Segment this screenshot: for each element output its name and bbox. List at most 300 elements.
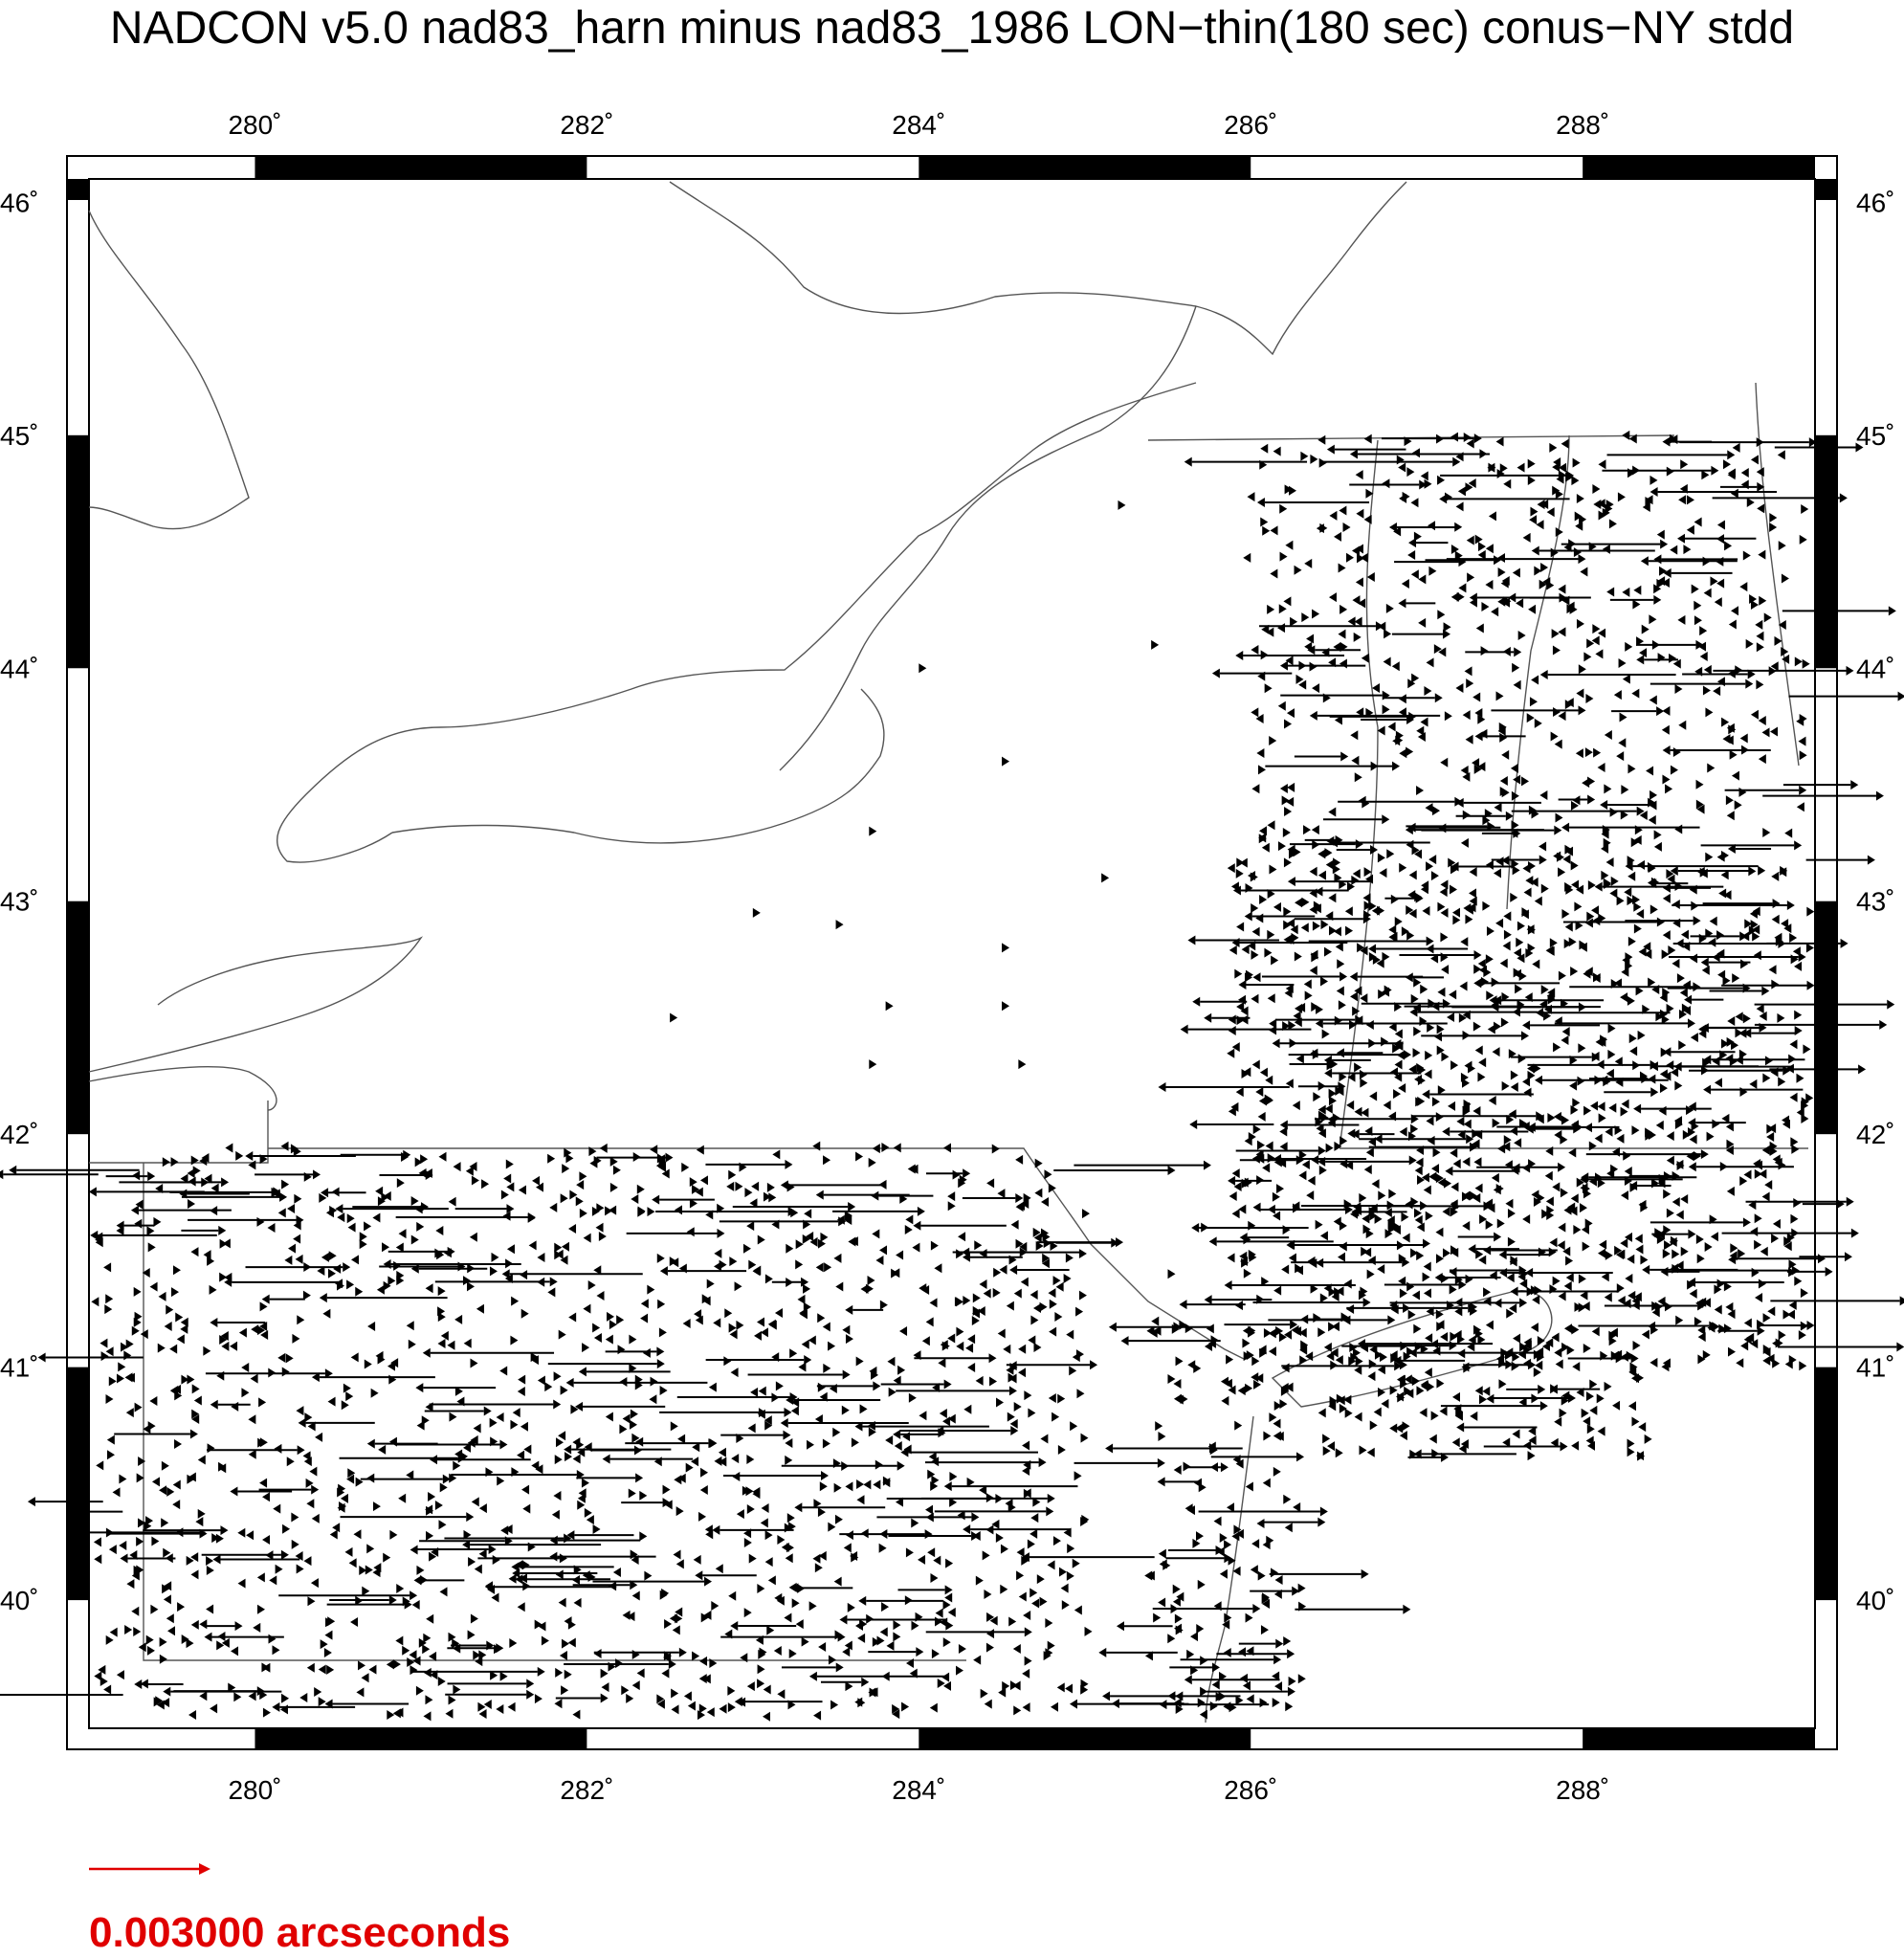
displacement-arrow — [208, 1443, 215, 1453]
displacement-arrow — [341, 1150, 411, 1160]
displacement-arrow — [1305, 990, 1313, 1000]
displacement-arrow — [1366, 1147, 1374, 1157]
displacement-arrow — [728, 1170, 736, 1180]
displacement-arrow — [771, 1392, 779, 1402]
frame-bar-left — [67, 435, 89, 668]
displacement-arrow — [1736, 1254, 1826, 1263]
displacement-arrow — [474, 1424, 481, 1434]
displacement-arrow — [1723, 459, 1731, 469]
displacement-arrow — [191, 1620, 199, 1630]
displacement-arrow — [1002, 1001, 1009, 1011]
displacement-arrow — [1312, 825, 1319, 834]
displacement-arrow — [1536, 1008, 1671, 1017]
displacement-arrow — [835, 1515, 843, 1524]
displacement-arrow — [1326, 1351, 1334, 1361]
displacement-arrow — [1417, 1097, 1425, 1106]
displacement-arrow — [1623, 1151, 1630, 1161]
displacement-arrow — [1252, 972, 1260, 982]
frame-bar-bottom — [919, 1728, 1251, 1749]
displacement-arrow — [1663, 1190, 1671, 1199]
displacement-arrow — [1322, 1434, 1330, 1443]
displacement-arrow — [172, 1500, 180, 1509]
displacement-arrow — [188, 1177, 196, 1187]
displacement-arrow — [1472, 1106, 1480, 1116]
displacement-arrow — [1367, 1269, 1375, 1279]
displacement-arrow — [1794, 1277, 1802, 1286]
displacement-arrow — [1067, 1544, 1074, 1553]
displacement-arrow — [1030, 1315, 1038, 1324]
displacement-arrow — [1494, 1022, 1501, 1032]
displacement-arrow — [1523, 533, 1531, 543]
displacement-arrow — [868, 1647, 923, 1657]
displacement-arrow — [230, 1342, 237, 1351]
displacement-arrow — [375, 1187, 383, 1196]
displacement-arrow — [1280, 784, 1288, 793]
displacement-arrow — [148, 1242, 156, 1252]
displacement-arrow — [956, 1327, 963, 1337]
displacement-arrow — [748, 1369, 851, 1379]
displacement-arrow — [387, 1276, 395, 1285]
displacement-arrow — [1053, 1276, 1061, 1285]
displacement-arrow — [1252, 1060, 1260, 1070]
displacement-arrow — [1291, 1257, 1409, 1267]
displacement-arrow — [393, 1261, 401, 1271]
displacement-arrow — [1497, 1219, 1505, 1229]
displacement-arrow — [1401, 1212, 1408, 1222]
displacement-arrow — [1302, 1160, 1310, 1169]
displacement-arrow — [1425, 1368, 1432, 1377]
displacement-arrow — [818, 1507, 826, 1517]
displacement-arrow — [1049, 1393, 1056, 1403]
vt-nh-border — [1507, 435, 1569, 909]
displacement-arrow — [1320, 457, 1461, 467]
displacement-arrow — [1465, 666, 1472, 676]
displacement-arrow — [1392, 630, 1450, 639]
displacement-arrow — [1057, 1682, 1065, 1692]
displacement-arrow — [255, 1169, 321, 1179]
displacement-arrow — [692, 1651, 699, 1660]
displacement-arrow — [1690, 1135, 1697, 1145]
displacement-arrow — [1320, 1231, 1328, 1240]
displacement-arrow — [445, 1690, 534, 1700]
displacement-arrow — [1460, 982, 1468, 991]
displacement-arrow — [1553, 1042, 1561, 1052]
displacement-arrow — [453, 1685, 460, 1695]
displacement-arrow — [1609, 888, 1617, 898]
displacement-arrow — [632, 1590, 640, 1600]
displacement-arrow — [1717, 1279, 1725, 1289]
displacement-arrow — [1573, 1225, 1581, 1234]
frame-bar-top — [255, 156, 587, 179]
displacement-arrow — [1598, 1101, 1605, 1111]
displacement-arrow — [1329, 926, 1337, 936]
displacement-arrow — [1500, 959, 1508, 968]
displacement-arrow — [1386, 849, 1394, 858]
displacement-arrow — [324, 1631, 332, 1640]
displacement-arrow — [1710, 917, 1717, 926]
displacement-arrow — [879, 1544, 887, 1553]
displacement-arrow — [1306, 1190, 1314, 1200]
displacement-arrow — [1441, 908, 1449, 918]
displacement-arrow — [943, 1600, 951, 1610]
displacement-arrow — [943, 1681, 951, 1691]
displacement-arrow — [1343, 523, 1351, 532]
displacement-arrow — [188, 1215, 303, 1225]
displacement-arrow — [1680, 1194, 1688, 1204]
displacement-arrow — [1384, 656, 1391, 666]
displacement-arrow — [695, 1570, 756, 1580]
displacement-arrow — [437, 1339, 445, 1348]
displacement-arrow — [699, 1657, 707, 1666]
displacement-arrow — [1626, 861, 1759, 871]
displacement-arrow — [1573, 458, 1581, 468]
displacement-arrow — [1687, 1151, 1694, 1161]
displacement-arrow — [731, 1454, 739, 1463]
displacement-arrow — [609, 1581, 616, 1590]
displacement-arrow — [309, 1467, 317, 1477]
displacement-arrow — [1535, 1361, 1542, 1370]
displacement-arrow — [559, 1330, 566, 1340]
displacement-arrow — [1772, 1359, 1780, 1368]
displacement-arrow — [1406, 931, 1414, 941]
displacement-arrow — [558, 1431, 565, 1440]
displacement-arrow — [1788, 1055, 1796, 1064]
displacement-arrow — [651, 1377, 658, 1387]
displacement-arrow — [1677, 615, 1685, 625]
displacement-arrow — [1717, 970, 1725, 980]
displacement-arrow — [365, 1359, 372, 1368]
displacement-arrow — [606, 1346, 665, 1356]
displacement-arrow — [574, 1598, 582, 1608]
displacement-arrow — [1665, 1301, 1672, 1311]
displacement-arrow — [1273, 1419, 1280, 1429]
displacement-arrow — [521, 1309, 529, 1319]
displacement-arrow — [1069, 1366, 1076, 1375]
displacement-arrow — [576, 1196, 584, 1206]
displacement-arrow — [1593, 748, 1601, 758]
displacement-arrow — [1672, 1249, 1679, 1258]
displacement-arrow — [253, 1623, 260, 1633]
displacement-arrow — [1561, 909, 1569, 919]
displacement-arrow — [1238, 1647, 1246, 1657]
displacement-arrow — [1778, 1342, 1904, 1351]
displacement-arrow — [1002, 943, 1009, 952]
displacement-arrow — [117, 1670, 124, 1679]
displacement-arrow — [1304, 559, 1312, 568]
displacement-arrow — [786, 1553, 793, 1563]
displacement-arrow — [1362, 654, 1369, 663]
displacement-arrow — [561, 1386, 568, 1395]
displacement-arrow — [1410, 1124, 1418, 1134]
displacement-arrow — [1759, 596, 1766, 606]
displacement-arrow — [449, 1696, 456, 1705]
displacement-arrow — [1711, 576, 1718, 586]
displacement-arrow — [764, 1685, 771, 1695]
displacement-arrow — [1784, 829, 1792, 838]
displacement-arrow — [1375, 1214, 1383, 1224]
displacement-arrow — [1382, 952, 1389, 962]
displacement-arrow — [1450, 1060, 1458, 1070]
displacement-arrow — [407, 1321, 414, 1330]
displacement-arrow — [1616, 751, 1624, 761]
displacement-arrow — [1269, 1346, 1276, 1356]
displacement-arrow — [484, 1700, 492, 1709]
displacement-arrow — [1489, 511, 1496, 521]
displacement-arrow — [1008, 1617, 1016, 1627]
displacement-arrow — [1586, 1391, 1594, 1401]
displacement-arrow — [1432, 806, 1440, 815]
displacement-arrow — [1779, 1330, 1786, 1340]
displacement-arrow — [1618, 492, 1626, 501]
displacement-arrow — [823, 1322, 830, 1331]
displacement-arrow — [1625, 642, 1632, 652]
displacement-arrow — [1364, 515, 1372, 524]
displacement-arrow — [1743, 1029, 1797, 1038]
displacement-arrow — [777, 1535, 785, 1545]
displacement-arrow — [1045, 1618, 1052, 1628]
displacement-arrow — [1687, 495, 1694, 504]
displacement-arrow — [785, 1438, 792, 1448]
displacement-arrow — [1015, 1155, 1023, 1165]
displacement-arrow — [1400, 1289, 1407, 1299]
displacement-arrow — [1646, 766, 1653, 775]
displacement-arrow — [1224, 1648, 1231, 1657]
displacement-arrow — [1598, 459, 1605, 469]
displacement-arrow — [1635, 1244, 1643, 1254]
displacement-arrow — [1599, 1240, 1606, 1250]
displacement-arrow — [996, 1398, 1004, 1408]
displacement-arrow — [1634, 923, 1642, 933]
displacement-arrow — [671, 1704, 678, 1714]
displacement-arrow — [1185, 1462, 1229, 1472]
displacement-arrow — [1694, 1151, 1701, 1161]
displacement-arrow — [1628, 1401, 1636, 1411]
displacement-arrow — [1503, 911, 1511, 921]
displacement-arrow — [1645, 1434, 1652, 1444]
displacement-arrow — [1681, 930, 1689, 940]
displacement-arrow — [1648, 978, 1655, 988]
displacement-arrow — [1198, 1698, 1206, 1707]
displacement-arrow — [199, 1619, 207, 1629]
displacement-arrow — [1773, 1219, 1781, 1229]
displacement-arrow — [1372, 1179, 1380, 1189]
displacement-arrow — [877, 1636, 885, 1646]
displacement-arrow — [1690, 1289, 1697, 1299]
displacement-arrow — [284, 1256, 292, 1265]
displacement-arrow — [1789, 1039, 1797, 1049]
displacement-arrow — [761, 1518, 768, 1527]
displacement-arrow — [1758, 866, 1765, 876]
displacement-arrow — [1569, 937, 1577, 946]
displacement-arrow — [550, 1536, 640, 1546]
displacement-arrow — [1265, 1076, 1273, 1085]
displacement-arrow — [594, 1649, 602, 1658]
displacement-arrow — [1580, 567, 1587, 576]
displacement-arrow — [1803, 659, 1810, 669]
displacement-arrow — [1717, 677, 1725, 686]
displacement-arrow — [1295, 951, 1302, 961]
displacement-arrow — [809, 1672, 948, 1681]
displacement-arrow — [1260, 1068, 1268, 1078]
displacement-arrow — [1512, 1362, 1519, 1371]
displacement-arrow — [1790, 1214, 1798, 1224]
displacement-arrow — [1799, 1252, 1852, 1261]
displacement-arrow — [1158, 1597, 1165, 1607]
displacement-arrow — [881, 1602, 889, 1612]
displacement-arrow — [1461, 838, 1469, 848]
displacement-arrow — [1118, 500, 1125, 510]
displacement-arrow — [1741, 468, 1749, 478]
displacement-arrow — [296, 1406, 303, 1415]
displacement-arrow — [1604, 1087, 1658, 1097]
displacement-arrow — [1481, 977, 1489, 987]
displacement-arrow — [1760, 1247, 1768, 1256]
displacement-arrow — [657, 1254, 665, 1263]
displacement-arrow — [1398, 598, 1435, 608]
displacement-arrow — [1475, 1386, 1483, 1395]
displacement-arrow — [1403, 1233, 1410, 1242]
displacement-arrow — [1469, 888, 1476, 898]
displacement-arrow — [894, 1143, 901, 1152]
displacement-arrow — [1614, 690, 1622, 700]
displacement-arrow — [1441, 965, 1449, 974]
displacement-arrow — [1806, 943, 1814, 952]
displacement-arrow — [1031, 1599, 1039, 1609]
displacement-arrow — [351, 1352, 359, 1362]
displacement-arrow — [1403, 1421, 1410, 1431]
displacement-arrow — [1310, 867, 1317, 877]
displacement-arrow — [1420, 985, 1428, 994]
displacement-arrow — [1743, 551, 1751, 561]
displacement-arrow — [1324, 1068, 1421, 1078]
displacement-arrow — [402, 1646, 410, 1656]
displacement-arrow — [1280, 552, 1288, 562]
displacement-arrow — [508, 1702, 516, 1712]
displacement-arrow — [1522, 1214, 1530, 1224]
displacement-arrow — [1502, 1081, 1510, 1091]
displacement-arrow — [730, 1621, 796, 1631]
displacement-arrow — [1757, 503, 1764, 513]
displacement-arrow — [328, 1397, 336, 1407]
displacement-arrow — [1711, 1232, 1718, 1241]
displacement-arrow — [568, 1637, 576, 1647]
displacement-arrow — [766, 1626, 774, 1635]
displacement-arrow — [1458, 583, 1466, 592]
displacement-arrow — [1370, 1420, 1378, 1430]
displacement-arrow — [1649, 696, 1657, 705]
displacement-arrow — [842, 1406, 850, 1415]
displacement-arrow — [1221, 1396, 1229, 1406]
displacement-arrow — [1621, 1107, 1628, 1117]
displacement-arrow — [1313, 1313, 1320, 1323]
displacement-arrow — [1410, 498, 1418, 507]
displacement-arrow — [365, 1565, 373, 1574]
displacement-arrow — [1558, 867, 1565, 877]
displacement-arrow — [141, 1329, 148, 1339]
displacement-arrow — [626, 1694, 633, 1703]
displacement-arrow — [1456, 501, 1464, 511]
displacement-arrow — [1457, 1348, 1465, 1358]
displacement-arrow — [1033, 1303, 1041, 1313]
displacement-arrow — [426, 1614, 433, 1624]
displacement-arrow — [1590, 1101, 1598, 1111]
displacement-arrow — [675, 1205, 682, 1214]
displacement-arrow — [893, 1632, 900, 1641]
displacement-arrow — [1688, 1278, 1784, 1287]
displacement-arrow — [694, 1555, 701, 1565]
displacement-arrow — [1330, 1361, 1338, 1370]
displacement-arrow — [1283, 1636, 1291, 1646]
displacement-arrow — [1597, 1393, 1605, 1403]
displacement-arrow — [1201, 1223, 1208, 1233]
displacement-arrow — [1717, 521, 1725, 530]
st-lawrence-south — [780, 306, 1196, 770]
displacement-arrow — [1744, 1318, 1752, 1327]
displacement-arrow — [1380, 1352, 1387, 1362]
displacement-arrow — [986, 1178, 994, 1188]
displacement-arrow — [1017, 1547, 1025, 1557]
displacement-arrow — [133, 1627, 141, 1636]
displacement-arrow — [1316, 1005, 1323, 1014]
displacement-arrow — [605, 1206, 612, 1215]
displacement-arrow — [1801, 1288, 1808, 1298]
displacement-arrow — [875, 1256, 883, 1265]
displacement-arrow — [1260, 1698, 1268, 1707]
displacement-arrow — [1101, 873, 1109, 882]
displacement-arrow — [1238, 980, 1294, 990]
displacement-arrow — [1727, 811, 1735, 820]
displacement-arrow — [1662, 725, 1670, 735]
displacement-arrow — [1690, 953, 1697, 963]
displacement-arrow — [1481, 646, 1489, 656]
displacement-arrow — [592, 1323, 600, 1332]
displacement-arrow — [1300, 452, 1308, 461]
displacement-arrow — [735, 1697, 823, 1706]
displacement-arrow — [1251, 950, 1259, 960]
displacement-arrow — [1369, 1359, 1377, 1368]
displacement-arrow — [1374, 1408, 1382, 1417]
displacement-arrow — [1514, 1138, 1521, 1147]
displacement-arrow — [1619, 658, 1627, 668]
displacement-arrow — [729, 1256, 737, 1266]
displacement-arrow — [537, 1253, 544, 1262]
displacement-arrow — [166, 1487, 174, 1497]
displacement-arrow — [1324, 1056, 1371, 1065]
displacement-arrow — [1431, 871, 1439, 880]
displacement-arrow — [562, 1639, 569, 1649]
displacement-arrow — [1173, 1379, 1181, 1389]
displacement-arrow — [312, 1514, 320, 1523]
displacement-arrow — [1727, 1187, 1735, 1196]
displacement-arrow — [230, 1486, 292, 1496]
displacement-arrow — [520, 1422, 528, 1432]
displacement-arrow — [1781, 647, 1788, 656]
displacement-arrow — [1667, 1209, 1674, 1218]
displacement-arrow — [1184, 457, 1307, 467]
displacement-arrow — [490, 1418, 498, 1428]
displacement-arrow — [1556, 1360, 1563, 1369]
displacement-arrow — [547, 1287, 555, 1297]
displacement-arrow — [1648, 1075, 1655, 1084]
displacement-arrow — [410, 1650, 417, 1659]
displacement-arrow — [1413, 1027, 1421, 1036]
displacement-arrow — [1499, 733, 1507, 743]
displacement-arrow — [1736, 1056, 1743, 1065]
displacement-arrow — [1705, 1242, 1713, 1252]
displacement-arrow — [1663, 894, 1671, 903]
displacement-arrow — [1053, 1536, 1061, 1546]
displacement-arrow — [1236, 869, 1244, 878]
